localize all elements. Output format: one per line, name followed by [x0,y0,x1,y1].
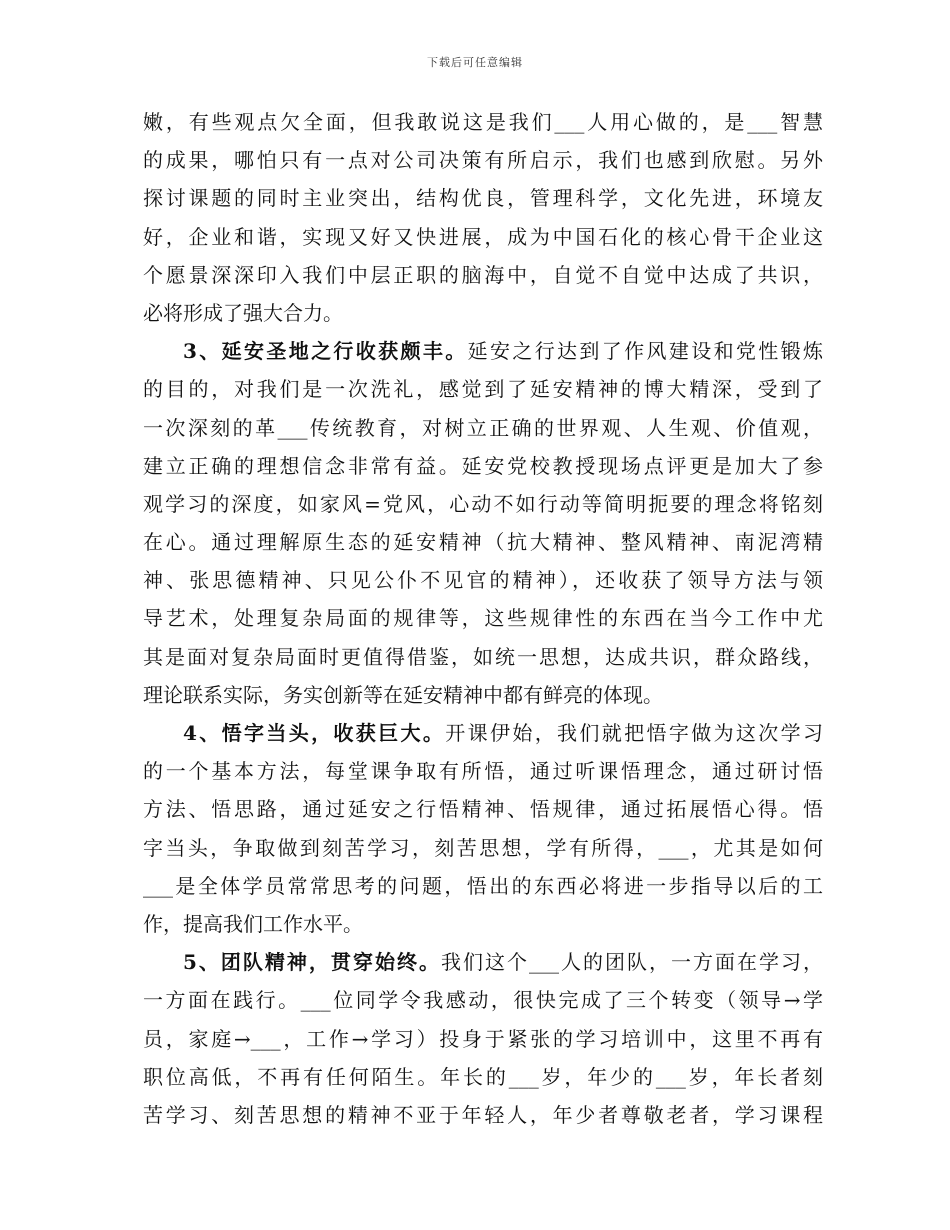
text-line: 好，企业和谐，实现又好又快进展，成为中国石化的核心骨干企业这 [143,224,823,249]
text-line: 的一个基本方法，每堂课争取有所悟，通过听课悟理念，通过研讨悟 [143,759,823,784]
section-heading: 4、悟字当头，收获巨大。 [183,721,446,745]
text-line: 必将形成了强大合力。 [143,300,343,325]
paragraph-3 [143,332,823,714]
text-span: 延安之行达到了作风建设和党性锻炼 [467,339,823,364]
section-heading: 5、团队精神，贯穿始终。 [183,950,441,975]
text-span: 开课伊始，我们就把悟字做为这次学习 [445,721,823,745]
paragraph-1 [143,103,823,332]
text-line: 其是面对复杂局面时更值得借鉴，如统一思想，达成共识，群众路线， [143,644,823,669]
text-line: 嫩，有些观点欠全面，但我敢说这是我们___人用心做的，是___智慧 [143,110,823,134]
text-line: 作，提高我们工作水平。 [143,911,363,936]
text-line: 一次深刻的革___传统教育，对树立正确的世界观、人生观、价值观， [143,415,823,440]
paragraph-4 [143,714,823,943]
text-line [143,943,823,981]
section-heading: 3、延安圣地之行收获颇丰。 [183,339,468,364]
text-line: 一方面在践行。___位同学令我感动，很快完成了三个转变（领导→学 [143,988,823,1013]
text-line: 理论联系实际，务实创新等在延安精神中都有鲜亮的体现。 [143,682,663,707]
text-line: 职位高低，不再有任何陌生。年长的___岁，年少的___岁，年长者刻 [143,1064,823,1089]
text-line: ___是全体学员常常思考的问题，悟出的东西必将进一步指导以后的工 [143,873,823,898]
document-body [143,103,823,1134]
page-header: 下载后可任意编辑 [427,56,523,69]
text-line: 观学习的深度，如家风=党风，心动不如行动等简明扼要的理念将铭刻 [143,491,823,516]
text-line: 员，家庭→___，工作→学习）投身于紧张的学习培训中，这里不再有 [143,1026,823,1051]
text-line: 在心。通过理解原生态的延安精神（抗大精神、整风精神、南泥湾精 [143,530,823,555]
text-line: 探讨课题的同时主业突出，结构优良，管理科学，文化先进，环境友 [143,186,823,211]
text-line: 建立正确的理想信念非常有益。延安党校教授现场点评更是加大了参 [143,453,823,478]
text-line: 方法、悟思路，通过延安之行悟精神、悟规律，通过拓展悟心得。悟 [143,797,823,822]
text-span: 我们这个___人的团队，一方面在学习， [440,950,823,975]
text-line: 苦学习、刻苦思想的精神不亚于年轻人，年少者尊敬老者，学习课程 [143,1102,823,1127]
paragraph-5 [143,943,823,1134]
text-line [143,332,823,370]
text-line: 的成果，哪怕只有一点对公司决策有所启示，我们也感到欣慰。另外 [143,148,823,173]
text-line: 神、张思德精神、只见公仆不见官的精神），还收获了领导方法与领 [143,568,823,593]
text-line: 导艺术，处理复杂局面的规律等，这些规律性的东西在当今工作中尤 [143,606,823,631]
text-line: 字当头，争取做到刻苦学习，刻苦思想，学有所得，___，尤其是如何 [143,835,823,860]
text-line: 个愿景深深印入我们中层正职的脑海中，自觉不自觉中达成了共识， [143,262,823,287]
text-line [143,714,823,752]
text-line: 的目的，对我们是一次洗礼，感觉到了延安精神的博大精深，受到了 [143,377,823,402]
